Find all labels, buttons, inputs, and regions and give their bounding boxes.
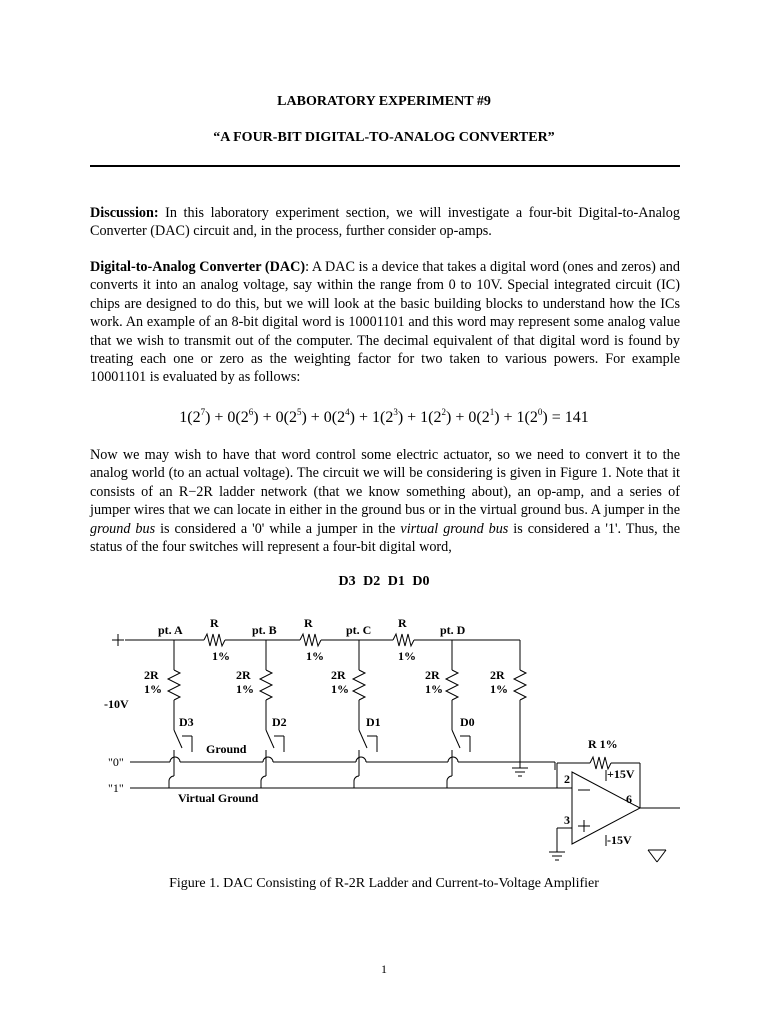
shunt-r-b-tolerance: 1% [236, 682, 254, 696]
shunt-r-d-label: 2R [425, 668, 440, 682]
equation-term: + $0(2^5)$ [258, 407, 307, 426]
pin-3-label: 3 [564, 813, 570, 827]
equation-exponent: 2 [441, 407, 447, 417]
supply-voltage-label: -10V [104, 697, 129, 711]
point-c-label: pt. C [346, 623, 372, 637]
series-r3-tolerance: 1% [398, 649, 416, 663]
shunt-r-term-label: 2R [490, 668, 505, 682]
page-number: 1 [381, 962, 387, 976]
equation-exponent: 0 [537, 407, 543, 417]
intro-italic-virtual-ground-bus: virtual ground bus [400, 520, 509, 537]
shunt-r-a-label: 2R [144, 668, 159, 682]
equation-term: + $1(2^2)$ [403, 407, 452, 426]
page-subtitle: “A FOUR-BIT DIGITAL-TO-ANALOG CONVERTER” [213, 130, 555, 145]
negative-supply-label: -15V [607, 833, 632, 847]
shunt-r-c-tolerance: 1% [331, 682, 349, 696]
equation-term: + $0(2^4)$ [306, 407, 355, 426]
series-r2-label: R [304, 616, 313, 630]
switch-d1-label: D1 [366, 715, 381, 729]
equation-exponent: 4 [345, 407, 350, 417]
point-b-label: pt. B [252, 623, 277, 637]
equation-term: + $0(2^6)$ [210, 407, 259, 426]
switch-d3-label: D3 [179, 715, 194, 729]
intro-italic-ground-bus: ground bus [90, 520, 156, 537]
one-bus-label: "1" [108, 781, 124, 795]
binary-equation [0, 401, 768, 429]
switch-d0-label: D0 [460, 715, 475, 729]
equation-exponent: 6 [248, 407, 254, 417]
shunt-leg-d0 [446, 640, 470, 788]
dac-circuit-diagram [0, 600, 768, 870]
dac-text: : A DAC is a device that takes a digital word (ones and zeros) and converts it into an analog voltage, say within the range from 0 to 10V. Special integrated circuit (IC) chips are designed to do this, but we will look at the basic building blocks to understand how the ICs work. An example of an 8-bit digital word is 10001101 and this word may represent some analog value that we wish to transmit out of the computer. The decimal equivalent of that digital word is found by treating each one or zero as the weighting factor for two taken to various powers. For example 10001101 is evaluated by as follows: [90, 259, 680, 386]
series-r1-tolerance: 1% [212, 649, 230, 663]
positive-supply-label: +15V [607, 767, 635, 781]
zero-bus-label: "0" [108, 755, 124, 769]
pin-2-label: 2 [564, 772, 570, 786]
bit-order-label: D3 D2 D1 D0 [338, 574, 430, 589]
discussion-paragraph [90, 204, 680, 241]
equation-terms [179, 409, 547, 426]
figure-caption: Figure 1. DAC Consisting of R-2R Ladder and Current-to-Voltage Amplifier [169, 876, 599, 891]
ground-bus-label: Ground [206, 742, 247, 756]
equation-exponent: 7 [200, 407, 206, 417]
point-a-label: pt. A [158, 623, 183, 637]
shunt-leg-d1 [353, 640, 377, 788]
equation-term: + $0(2^1)$ [451, 407, 500, 426]
equation-term: $1(2^7)$ [179, 407, 211, 426]
series-r2-tolerance: 1% [306, 649, 324, 663]
title-rule [90, 165, 680, 167]
feedback-resistor-label: R 1% [588, 737, 618, 751]
shunt-leg-d3 [168, 640, 192, 788]
series-r1-label: R [210, 616, 219, 630]
point-d-label: pt. D [440, 623, 466, 637]
equation-exponent: 3 [393, 407, 398, 417]
intro-text-3: is considered a '1'. Thus, the status of the four switches will represent a four-bit digital word, [90, 520, 680, 556]
shunt-r-c-label: 2R [331, 668, 346, 682]
equation-exponent: 5 [296, 407, 302, 417]
shunt-r-b-label: 2R [236, 668, 251, 682]
equation-term: + $1(2^0)$ [499, 407, 548, 426]
virtual-ground-label: Virtual Ground [178, 791, 259, 805]
equation-equals: = [547, 409, 565, 426]
circuit-intro-paragraph [90, 446, 680, 556]
shunt-leg-d2 [260, 640, 284, 788]
shunt-r-d-tolerance: 1% [425, 682, 443, 696]
equation-exponent: 1 [489, 407, 495, 417]
equation-term: + $1(2^3)$ [354, 407, 404, 426]
intro-text-2: is considered a '0' while a jumper in the [155, 520, 401, 537]
dac-label: Digital-to-Analog Converter (DAC) [90, 259, 306, 275]
series-r3-label: R [398, 616, 407, 630]
shunt-r-term-tolerance: 1% [490, 682, 508, 696]
pin-6-label: 6 [626, 792, 632, 806]
discussion-label: Discussion: [90, 205, 159, 221]
intro-text-1: Now we may wish to have that word control some electric actuator, so we need to convert it to the analog world (to an actual voltage). The circuit we will be considering is given in Figure 1. Note that it consists of an R−2R ladder network (that we know something about), an op-amp, and a series of jumper wires that we can locate in either in the ground bus or in the virtual ground bus. A jumper in the [90, 447, 680, 519]
shunt-r-a-tolerance: 1% [144, 682, 162, 696]
discussion-text: In this laboratory experiment section, we will investigate a four-bit Digital-to-Analog Converter (DAC) circuit and, in the process, further consider op-amps. [90, 205, 680, 240]
page-title: LABORATORY EXPERIMENT #9 [277, 94, 491, 109]
dac-paragraph [90, 258, 680, 387]
switch-d2-label: D2 [272, 715, 287, 729]
equation-result: 141 [564, 409, 589, 426]
